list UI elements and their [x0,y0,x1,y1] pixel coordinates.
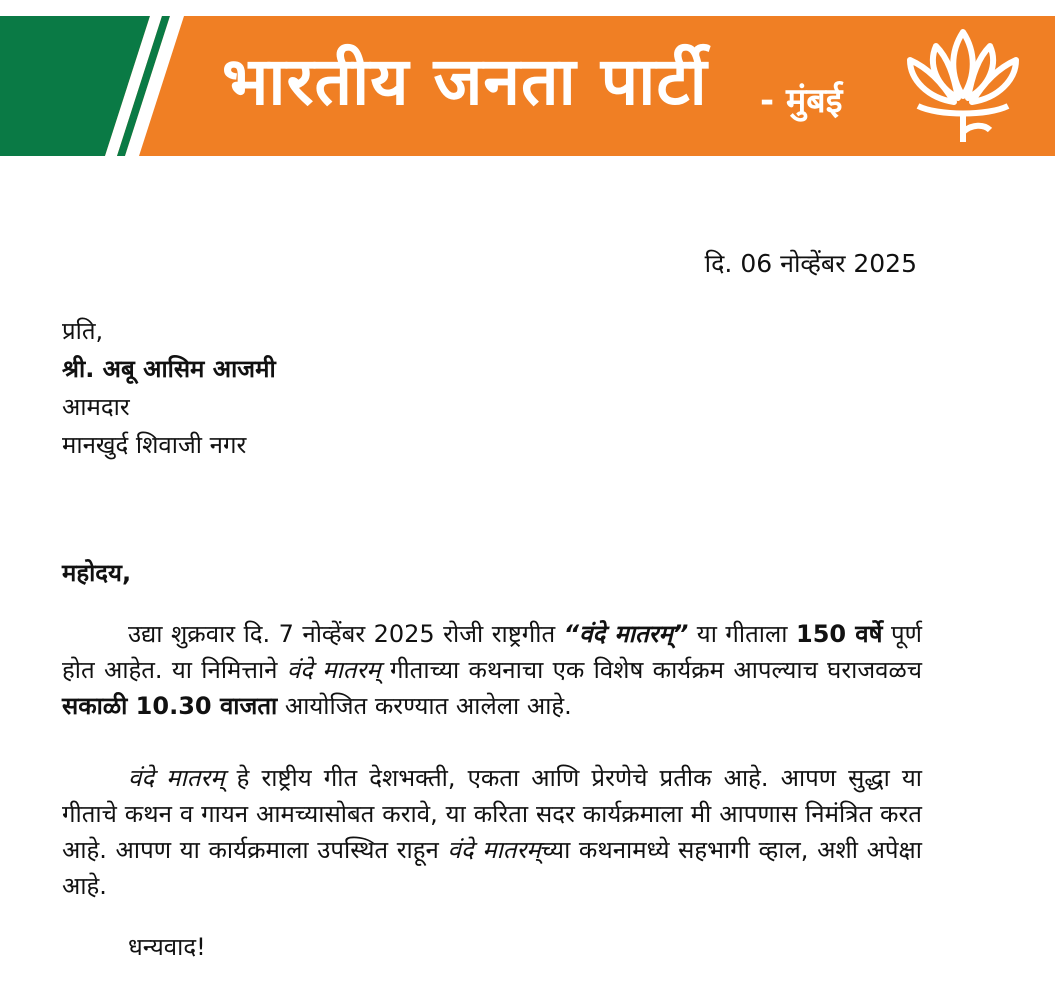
p1-song-title: “वंदे मातरम्” [563,620,689,648]
paragraph-2 [62,760,922,904]
party-city: - मुंबई [760,81,843,121]
recipient-name: श्री. अबू आसिम आजमी [62,355,276,383]
lotus-icon [898,24,1028,152]
p2-text-4: च्या कथनामध्ये सहभागी व्हाल, अशी अपेक्षा आहे. [62,836,922,900]
p2-text-2: हे राष्ट्रीय गीत देशभक्ती, एकता आणि प्रेरणेचे प्रतीक आहे. आपण सुद्धा या गीताचे कथन व गायन आमच्यासोबत करावे, या करिता सदर कार्यक्रमाला मी आपणास निमंत्रित करत आहे. आपण या कार्यक्रमाला उपस्थित राहून [62,764,922,864]
salutation: महोदय, [62,559,132,587]
recipient-title: आमदार [62,393,130,421]
letterhead-banner [0,16,1055,156]
p2-song-ref-2: वंदे मातरम् [447,836,541,864]
recipient-constituency: मानखुर्द शिवाजी नगर [62,431,247,459]
recipient-address [62,312,276,464]
p1-text-1: उद्या शुक्रवार दि. 7 नोव्हेंबर 2025 रोजी राष्ट्रगीत [128,620,564,648]
closing-thanks: धन्यवाद! [128,933,206,961]
letter-date: दि. 06 नोव्हेंबर 2025 [704,249,917,278]
p1-years: 150 वर्षे [796,620,883,648]
p1-text-5: पूर्ण होत आहेत. या निमित्ताने [62,620,922,684]
party-name: भारतीय जनता पार्टी [222,43,708,120]
recipient-prefix: प्रति, [62,317,104,345]
p1-song-ref: वंदे मातरम् [286,656,381,684]
p1-text-9: आयोजित करण्यात आलेला आहे. [277,692,572,720]
p1-text-7: गीताच्या कथनाचा एक विशेष कार्यक्रम आपल्याच घराजवळच [380,656,922,684]
p1-time: सकाळी 10.30 वाजता [62,692,278,720]
p2-song-ref-1: वंदे मातरम् [128,764,225,792]
paragraph-1 [62,616,922,724]
p1-text-3: या गीताला [688,620,796,648]
